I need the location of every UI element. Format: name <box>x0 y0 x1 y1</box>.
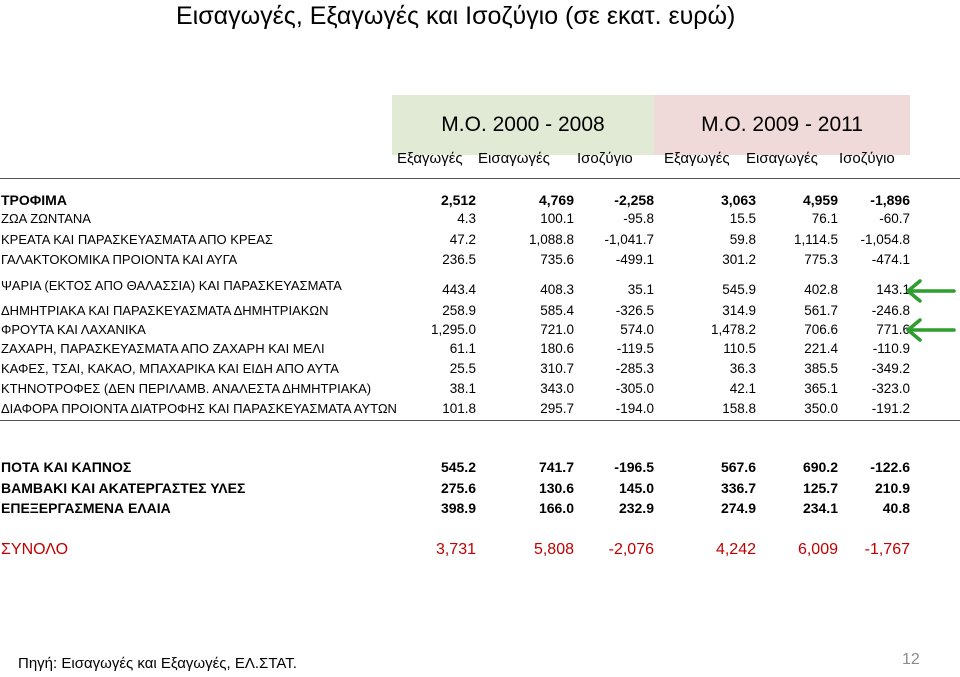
cell: 398.9 <box>440 500 476 516</box>
period-header-2000-2008 <box>392 95 654 155</box>
cell: 1,114.5 <box>793 232 838 247</box>
table-row <box>0 211 960 231</box>
section-divider <box>0 420 960 421</box>
table-row-bold <box>0 480 960 500</box>
row-label: ΖΑΧΑΡΗ, ΠΑΡΑΣΚΕΥΑΣΜΑΤΑ ΑΠΟ ΖΑΧΑΡΗ ΚΑΙ ΜΕΛΙ <box>1 341 325 356</box>
cell: 735.6 <box>540 252 574 267</box>
cell: 100.1 <box>540 211 574 226</box>
cell: 275.6 <box>440 480 476 496</box>
cell: -323.0 <box>871 381 910 396</box>
cell: 1,478.2 <box>710 322 756 337</box>
row-label: ΕΠΕΞΕΡΓΑΣΜΕΝΑ ΕΛΑΙΑ <box>1 500 171 516</box>
cell: 545.9 <box>722 282 756 297</box>
cell: 771.6 <box>876 322 910 337</box>
cell: 4,959 <box>802 192 838 208</box>
cell: 42.1 <box>729 381 756 396</box>
cell: -499.1 <box>615 252 654 267</box>
table-row <box>0 192 960 212</box>
cell: 574.0 <box>620 322 654 337</box>
col-header-balance-2: Ισοζύγιο <box>839 150 895 167</box>
cell: -246.8 <box>871 303 910 318</box>
table-row <box>0 232 960 252</box>
row-label: ΓΑΛΑΚΤΟΚΟΜΙΚΑ ΠΡΟΙΟΝΤΑ ΚΑΙ ΑΥΓΑ <box>1 252 238 267</box>
source-note: Πηγή: Εισαγωγές και Εξαγωγές, ΕΛ.ΣΤΑΤ. <box>18 655 297 672</box>
row-label: ΚΑΦΕΣ, ΤΣΑΙ, ΚΑΚΑΟ, ΜΠΑΧΑΡΙΚΑ ΚΑΙ ΕΙΔΗ ΑΠΟ ΑΥΤΑ <box>1 361 339 376</box>
cell: 545.2 <box>440 459 476 475</box>
cell: 236.5 <box>442 252 476 267</box>
row-label: ΔΗΜΗΤΡΙΑΚΑ ΚΑΙ ΠΑΡΑΣΚΕΥΑΣΜΑΤΑ ΔΗΜΗΤΡΙΑΚΩΝ <box>1 303 329 318</box>
col-header-imports-1: Εισαγωγές <box>478 150 550 167</box>
period-label: Μ.Ο. 2009 - 2011 <box>701 113 863 136</box>
cell: 101.8 <box>442 401 476 416</box>
cell: 210.9 <box>874 480 910 496</box>
cell: 4.3 <box>457 211 476 226</box>
cell: 258.9 <box>442 303 476 318</box>
cell: -1,041.7 <box>604 232 654 247</box>
cell: -194.0 <box>615 401 654 416</box>
cell: -191.2 <box>871 401 910 416</box>
cell: 336.7 <box>720 480 756 496</box>
cell: 76.1 <box>811 211 838 226</box>
row-label: ΣΥΝΟΛΟ <box>1 541 69 558</box>
cell: 5,808 <box>533 541 574 558</box>
cell: 143.1 <box>876 282 910 297</box>
cell: 47.2 <box>449 232 476 247</box>
cell: -196.5 <box>614 459 654 475</box>
table-row <box>0 322 960 342</box>
cell: 180.6 <box>540 341 574 356</box>
row-label: ΚΡΕΑΤΑ ΚΑΙ ΠΑΡΑΣΚΕΥΑΣΜΑΤΑ ΑΠΟ ΚΡΕΑΣ <box>1 232 273 247</box>
cell: 232.9 <box>618 500 654 516</box>
cell: 15.5 <box>729 211 756 226</box>
table-row-total <box>0 541 960 561</box>
table-row <box>0 303 960 323</box>
cell: 314.9 <box>722 303 756 318</box>
col-header-exports-2: Εξαγωγές <box>664 150 730 167</box>
cell: -95.8 <box>623 211 654 226</box>
cell: 741.7 <box>538 459 574 475</box>
table-row <box>0 401 960 421</box>
cell: -122.6 <box>870 459 910 475</box>
cell: -2,258 <box>614 192 654 208</box>
cell: -285.3 <box>615 361 654 376</box>
cell: 125.7 <box>802 480 838 496</box>
cell: -1,767 <box>864 541 910 558</box>
cell: 721.0 <box>540 322 574 337</box>
row-label: ΦΡΟΥΤΑ ΚΑΙ ΛΑΧΑΝΙΚΑ <box>1 322 146 337</box>
cell: -60.7 <box>879 211 910 226</box>
cell: 343.0 <box>540 381 574 396</box>
cell: 2,512 <box>440 192 476 208</box>
row-label: ΠΟΤΑ ΚΑΙ ΚΑΠΝΟΣ <box>1 459 132 475</box>
row-label: ΚΤΗΝΟΤΡΟΦΕΣ (ΔΕΝ ΠΕΡΙΛΑΜΒ. ΑΝΑΛΕΣΤΑ ΔΗΜΗΤΡΙΑΚΑ) <box>1 381 372 396</box>
table-row-bold <box>0 500 960 520</box>
header-divider <box>0 178 960 179</box>
col-header-balance-1: Ισοζύγιο <box>577 150 633 167</box>
cell: 3,731 <box>435 541 476 558</box>
cell: 585.4 <box>540 303 574 318</box>
cell: 110.5 <box>723 341 756 356</box>
cell: 274.9 <box>720 500 756 516</box>
cell: 690.2 <box>802 459 838 475</box>
cell: 310.7 <box>540 361 574 376</box>
cell: 6,009 <box>797 541 838 558</box>
cell: 40.8 <box>882 500 910 516</box>
row-label: ΒΑΜΒΑΚΙ ΚΑΙ ΑΚΑΤΕΡΓΑΣΤΕΣ ΥΛΕΣ <box>1 480 246 496</box>
cell: -119.5 <box>616 341 654 356</box>
row-label: ΤΡΟΦΙΜΑ <box>1 192 67 208</box>
row-label: ΔΙΑΦΟΡΑ ΠΡΟΙΟΝΤΑ ΔΙΑΤΡΟΦΗΣ ΚΑΙ ΠΑΡΑΣΚΕΥΑΣΜΑΤΑ ΑΥΤΩΝ <box>1 401 397 416</box>
cell: 130.6 <box>538 480 574 496</box>
cell: 365.1 <box>804 381 838 396</box>
cell: 706.6 <box>804 322 838 337</box>
cell: 221.4 <box>804 341 838 356</box>
col-header-imports-2: Εισαγωγές <box>746 150 818 167</box>
row-label: ΨΑΡΙΑ (ΕΚΤΟΣ ΑΠΟ ΘΑΛΑΣΣΙΑ) ΚΑΙ ΠΑΡΑΣΚΕΥΑΣΜΑΤΑ <box>1 278 342 293</box>
cell: 59.8 <box>729 232 756 247</box>
cell: 385.5 <box>804 361 838 376</box>
cell: 38.1 <box>449 381 476 396</box>
cell: -1,896 <box>870 192 910 208</box>
cell: 350.0 <box>804 401 838 416</box>
cell: -1,054.8 <box>860 232 910 247</box>
table-row-bold <box>0 459 960 479</box>
cell: 25.5 <box>449 361 476 376</box>
cell: 1,295.0 <box>430 322 476 337</box>
cell: 166.0 <box>538 500 574 516</box>
cell: 775.3 <box>804 252 838 267</box>
table-row <box>0 252 960 272</box>
cell: 35.1 <box>627 282 654 297</box>
cell: 402.8 <box>804 282 838 297</box>
cell: 36.3 <box>729 361 756 376</box>
cell: 295.7 <box>540 401 574 416</box>
cell: 3,063 <box>720 192 756 208</box>
page-title: Εισαγωγές, Εξαγωγές και Ισοζύγιο (σε εκατ. ευρώ) <box>176 2 736 30</box>
page-number: 12 <box>902 651 920 668</box>
cell: 408.3 <box>540 282 574 297</box>
cell: -349.2 <box>871 361 910 376</box>
cell: 4,769 <box>538 192 574 208</box>
cell: 301.2 <box>722 252 756 267</box>
left-arrow-icon <box>904 279 956 303</box>
left-arrow-icon <box>904 318 956 342</box>
cell: -305.0 <box>615 381 654 396</box>
row-label: ΖΩΑ ΖΩΝΤΑΝΑ <box>1 211 91 226</box>
period-label: Μ.Ο. 2000 - 2008 <box>441 113 605 136</box>
period-header-2009-2011 <box>654 95 910 155</box>
cell: 561.7 <box>804 303 838 318</box>
table-row <box>0 278 960 298</box>
table-row <box>0 381 960 401</box>
cell: 61.1 <box>449 341 476 356</box>
cell: 145.0 <box>618 480 654 496</box>
cell: -474.1 <box>871 252 910 267</box>
cell: -326.5 <box>615 303 654 318</box>
cell: 158.8 <box>722 401 756 416</box>
col-header-exports-1: Εξαγωγές <box>397 150 463 167</box>
cell: 567.6 <box>720 459 756 475</box>
cell: 4,242 <box>715 541 756 558</box>
cell: 1,088.8 <box>528 232 574 247</box>
table-row <box>0 341 960 361</box>
table-row <box>0 361 960 381</box>
cell: 234.1 <box>802 500 838 516</box>
cell: 443.4 <box>442 282 476 297</box>
cell: -110.9 <box>872 341 910 356</box>
cell: -2,076 <box>608 541 654 558</box>
